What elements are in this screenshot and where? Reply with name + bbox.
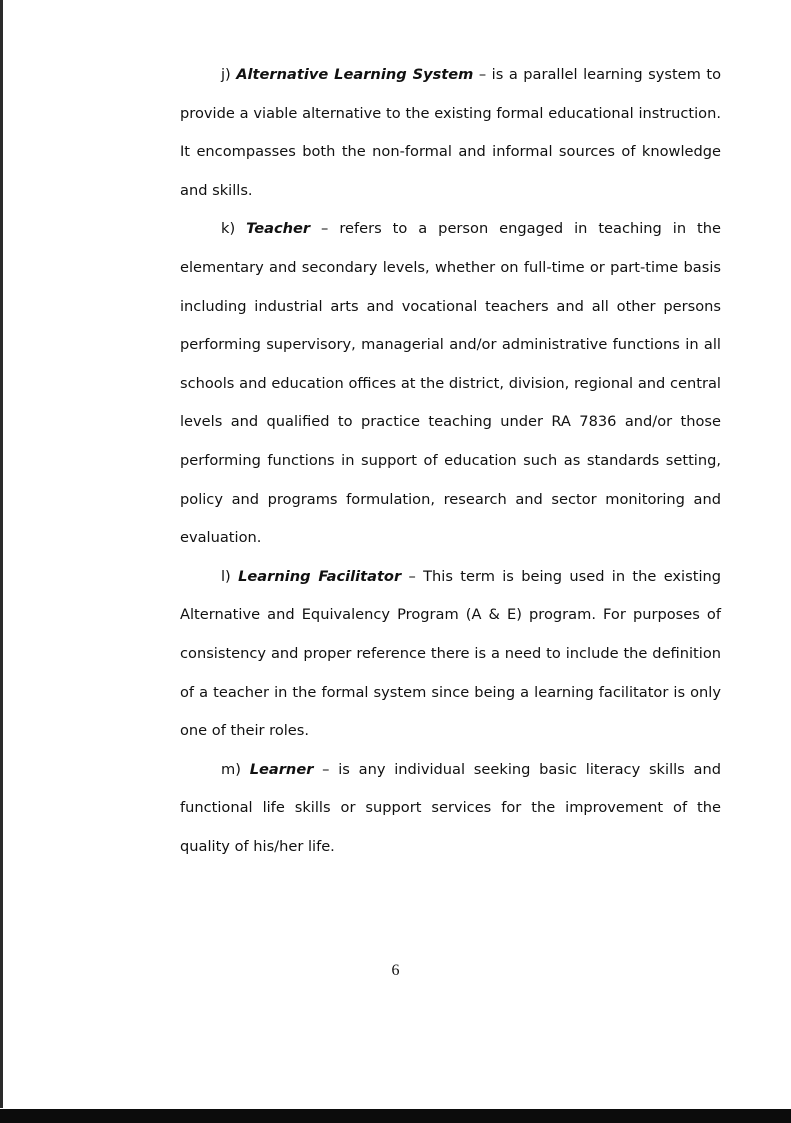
definition-term: Learner: [249, 760, 314, 778]
definition-paragraph-alternative-learning-system: [180, 56, 721, 210]
definition-paragraph-learner: [180, 751, 721, 867]
definition-term: Learning Facilitator: [238, 567, 402, 585]
definition-paragraph-teacher: [180, 210, 721, 557]
definition-marker: l): [221, 567, 231, 585]
definition-text: – is any individual seeking basic literacy skills and functional life skills or support services for the improvement of the quality of his/her life.: [180, 760, 721, 855]
scan-left-edge: [0, 0, 3, 1108]
definition-term: Teacher: [246, 220, 311, 238]
definition-paragraph-learning-facilitator: [180, 558, 721, 751]
definition-marker: j): [221, 66, 231, 83]
definitions-section: [180, 56, 721, 866]
page-number: 6: [391, 962, 400, 979]
definition-text: – This term is being used in the existing Alternative and Equivalency Program (A & E) program. For purposes of consistency and proper reference there is a need to include the definition of a teacher in the formal system since being a learning facilitator is only one of their roles.: [180, 567, 722, 740]
definition-marker: k): [221, 220, 236, 238]
definition-text: – is a parallel learning system to provide a viable alternative to the existing formal educational instruction. It encompasses both the non-formal and informal sources of knowledge and skills.: [180, 66, 722, 199]
definition-term: Alternative Learning System: [236, 66, 474, 83]
definition-marker: m): [221, 760, 241, 778]
scan-bottom-edge: [0, 1109, 791, 1123]
definition-text: – refers to a person engaged in teaching in the elementary and secondary levels, whether on full-time or part-time basis including industrial arts and vocational teachers and all other persons performing supervisory, managerial and/or administrative functions in all schools and education offices at the district, division, regional and central levels and qualified to practice teaching under RA 7836 and/or those performing functions in support of education such as standards setting, policy and programs formulation, research and sector monitoring and evaluation.: [180, 220, 721, 547]
